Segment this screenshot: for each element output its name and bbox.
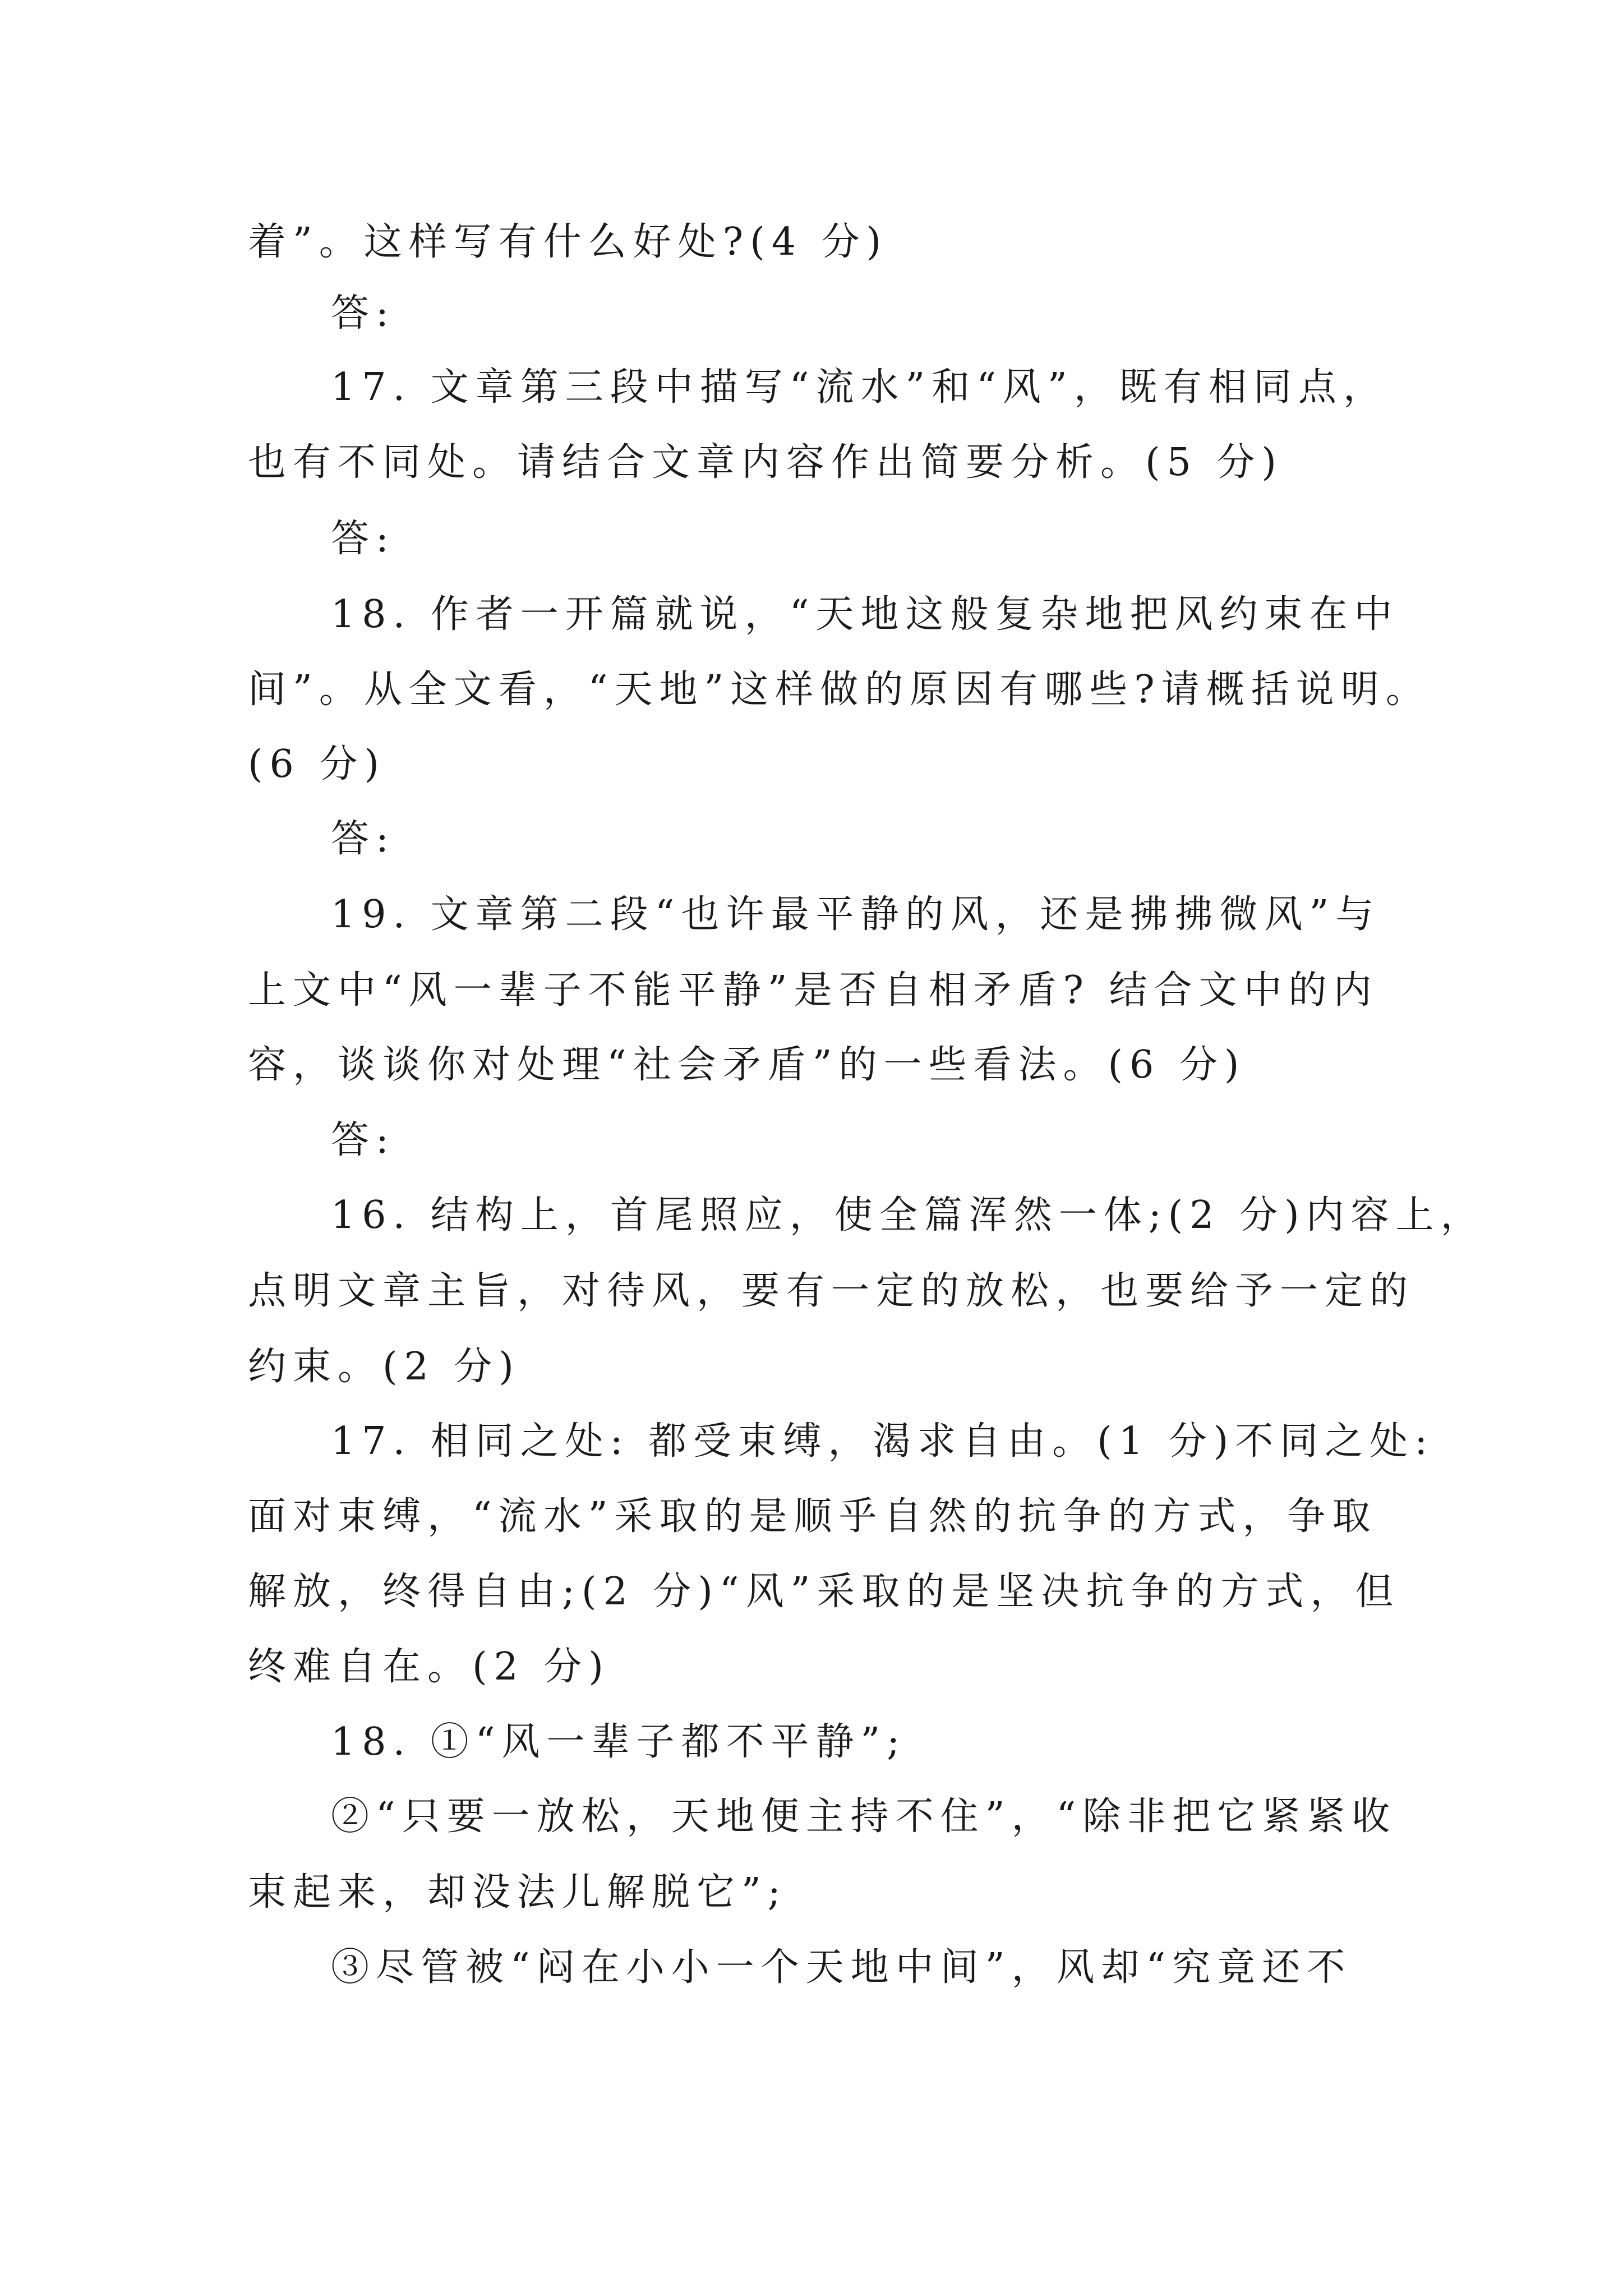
answer-label: 答: xyxy=(331,1118,395,1162)
answer-17: 17. 相同之处: 都受束缚，渴求自由。(1 分)不同之处: xyxy=(331,1419,1435,1464)
text-line: (6 分) xyxy=(248,742,386,786)
question-17: 17. 文章第三段中描写“流水”和“风”，既有相同点， xyxy=(331,365,1388,409)
answer-18-point-3: ③尽管被“闷在小小一个天地中间”，风却“究竟还不 xyxy=(331,1945,1352,1990)
answer-18-point-2: ②“只要一放松，天地便主持不住”，“除非把它紧紧收 xyxy=(331,1795,1397,1839)
answer-18: 18. ①“风一辈子都不平静”; xyxy=(331,1720,907,1764)
answer-label: 答: xyxy=(331,817,395,861)
text-line: 容，谈谈你对处理“社会矛盾”的一些看法。(6 分) xyxy=(248,1043,1246,1087)
question-18: 18. 作者一开篇就说，“天地这般复杂地把风约束在中 xyxy=(331,592,1399,637)
text-line: 间”。从全文看，“天地”这样做的原因有哪些?请概括说明。 xyxy=(248,668,1431,712)
text-line: 着”。这样写有什么好处?(4 分) xyxy=(248,220,888,264)
text-line: 解放，终得自由;(2 分)“风”采取的是坚决抗争的方式，但 xyxy=(248,1570,1400,1614)
text-line: 约束。(2 分) xyxy=(248,1345,520,1389)
answer-label: 答: xyxy=(331,291,395,335)
text-line: 束起来，却没法儿解脱它”; xyxy=(248,1870,787,1915)
text-line: 面对束缚，“流水”采取的是顺乎自然的抗争的方式，争取 xyxy=(248,1494,1377,1539)
question-19: 19. 文章第二段“也许最平静的风，还是拂拂微风”与 xyxy=(331,892,1381,937)
text-line: 上文中“风一辈子不能平静”是否自相矛盾? 结合文中的内 xyxy=(248,968,1378,1013)
text-line: 终难自在。(2 分) xyxy=(248,1645,610,1689)
answer-16: 16. 结构上，首尾照应，使全篇浑然一体;(2 分)内容上， xyxy=(331,1193,1486,1237)
text-line: 也有不同处。请结合文章内容作出简要分析。(5 分) xyxy=(248,440,1283,485)
text-line: 点明文章主旨，对待风，要有一定的放松，也要给予一定的 xyxy=(248,1269,1415,1313)
answer-label: 答: xyxy=(331,517,395,561)
